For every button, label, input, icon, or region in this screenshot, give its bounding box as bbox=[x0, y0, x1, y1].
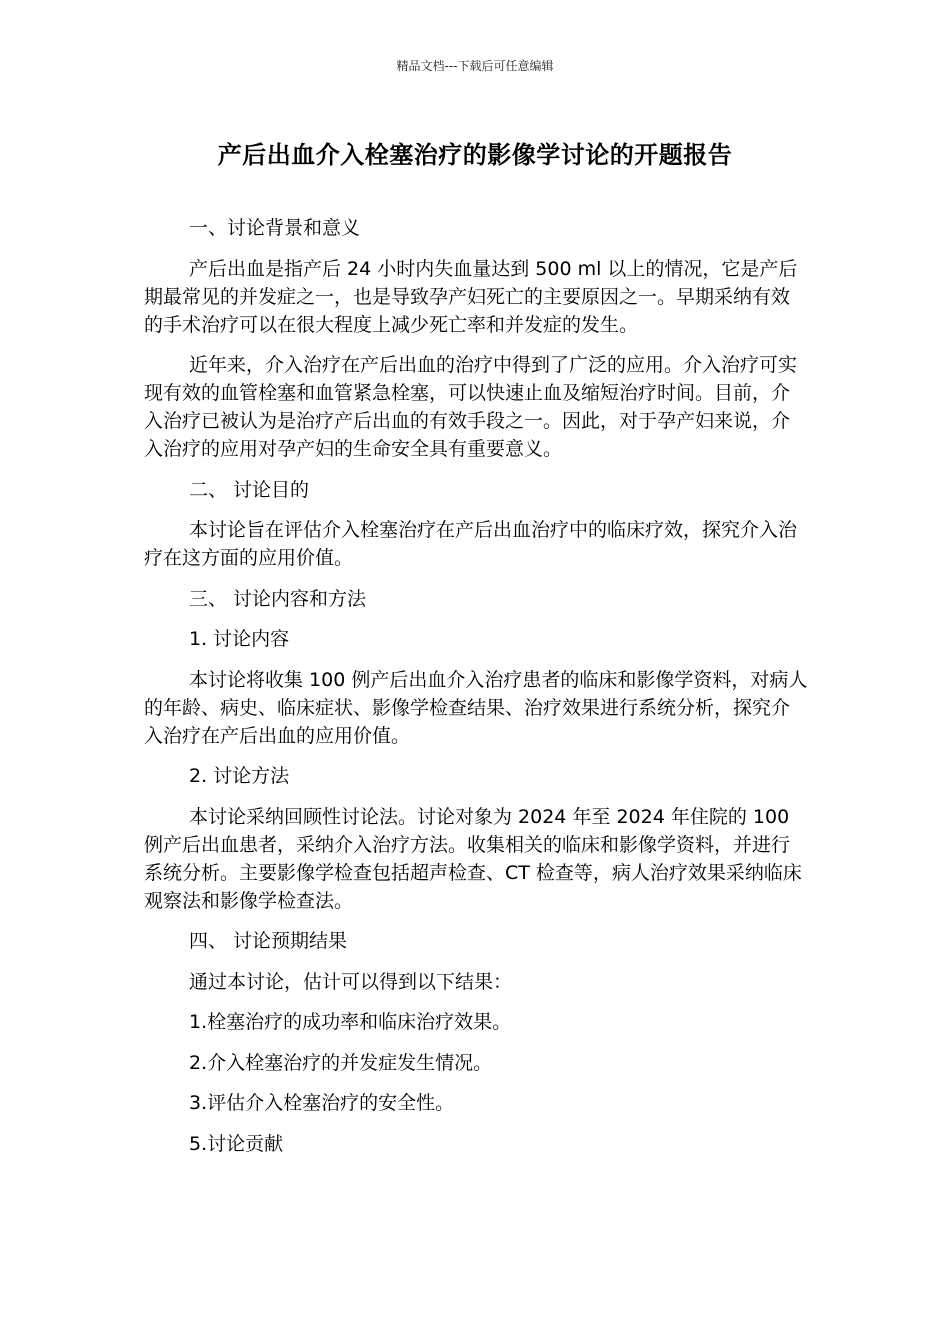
subheading-methods: 2. 讨论方法 bbox=[189, 765, 290, 787]
section-heading-background: 一、讨论背景和意义 bbox=[189, 217, 361, 239]
paragraph-content: 本讨论将收集 100 例产后出血介入治疗患者的临床和影像学资料，对病人的年龄、病史、临床症状、影像学检查结果、治疗效果进行系统分析，探究介入治疗在产后出血的应用价值。 bbox=[144, 668, 808, 747]
paragraph-purpose: 本讨论旨在评估介入栓塞治疗在产后出血治疗中的临床疗效，探究介入治疗在这方面的应用价值。 bbox=[144, 519, 798, 569]
subheading-content: 1. 讨论内容 bbox=[189, 628, 290, 650]
result-item-3: 3.评估介入栓塞治疗的安全性。 bbox=[189, 1092, 455, 1114]
document-body bbox=[144, 214, 808, 1170]
section-heading-content-methods: 三、 讨论内容和方法 bbox=[189, 587, 367, 610]
result-item-1: 1.栓塞治疗的成功率和临床治疗效果。 bbox=[189, 1011, 512, 1033]
result-item-2: 2.介入栓塞治疗的并发症发生情况。 bbox=[189, 1051, 493, 1074]
results-intro: 通过本讨论，估计可以得到以下结果： bbox=[189, 970, 513, 993]
result-item-5: 5.讨论贡献 bbox=[189, 1132, 284, 1155]
document-title: 产后出血介入栓塞治疗的影像学讨论的开题报告 bbox=[217, 141, 733, 169]
paragraph-definition: 产后出血是指产后 24 小时内失血量达到 500 ml 以上的情况，它是产后期最常见的并发症之一，也是导致孕产妇死亡的主要原因之一。早期采纳有效的手术治疗可以在很大程度上减少死亡率和并发症的发生。 bbox=[144, 257, 798, 336]
section-heading-expected-results: 四、 讨论预期结果 bbox=[189, 930, 348, 952]
section-heading-purpose: 二、 讨论目的 bbox=[189, 478, 310, 501]
running-header: 精品文档---下载后可任意编辑 bbox=[396, 59, 554, 73]
paragraph-recent-application: 近年来，介入治疗在产后出血的治疗中得到了广泛的应用。介入治疗可实现有效的血管栓塞和血管紧急栓塞，可以快速止血及缩短治疗时间。目前，介入治疗已被认为是治疗产后出血的有效手段之一。因此，对于孕产妇来说，介入治疗的应用对孕产妇的生命安全具有重要意义。 bbox=[144, 354, 798, 460]
paragraph-methods: 本讨论采纳回顾性讨论法。讨论对象为 2024 年至 2024 年住院的 100 例产后出血患者，采纳介入治疗方法。收集相关的临床和影像学资料，并进行系统分析。主要影像学检查包括超声检查、CT 检查等，病人治疗效果采纳临床观察法和影像学检查法。 bbox=[144, 805, 802, 912]
